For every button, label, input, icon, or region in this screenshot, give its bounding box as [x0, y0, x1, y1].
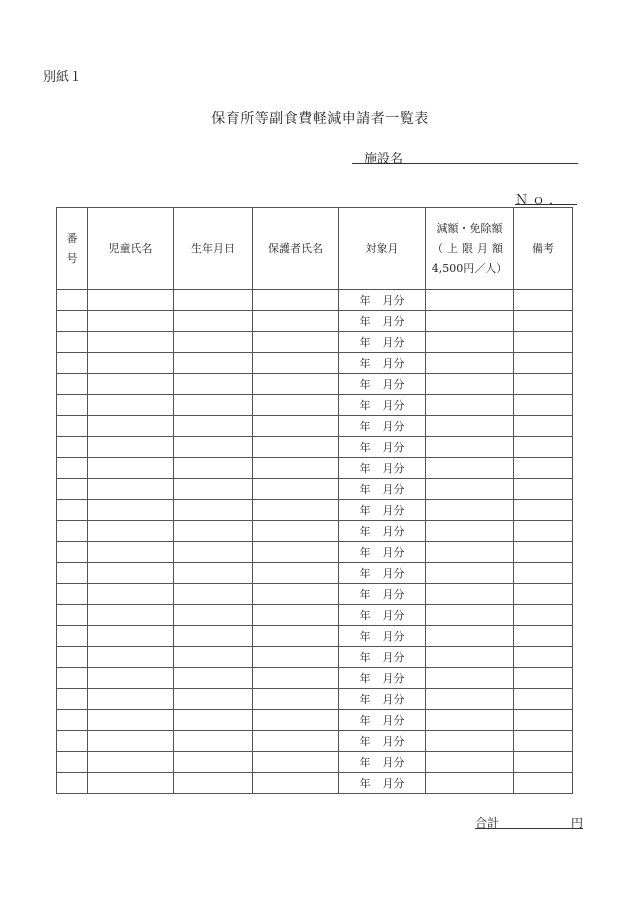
cell-number[interactable]: [57, 500, 88, 521]
cell-child-name[interactable]: [88, 605, 174, 626]
cell-target-month[interactable]: [339, 668, 426, 689]
cell-target-month[interactable]: [339, 374, 426, 395]
table-header-row: [57, 208, 573, 290]
cell-reduction[interactable]: [426, 311, 514, 332]
attachment-label: 別紙１: [43, 70, 83, 85]
month-part-label: 月分: [382, 399, 405, 412]
cell-child-name[interactable]: [88, 647, 174, 668]
month-part-label: 月分: [382, 378, 405, 391]
cell-birth-date[interactable]: [174, 353, 253, 374]
month-year-label: 年: [359, 567, 371, 580]
cell-target-month[interactable]: [339, 626, 426, 647]
cell-birth-date[interactable]: [174, 668, 253, 689]
cell-reduction[interactable]: [426, 731, 514, 752]
table-row: [57, 353, 573, 374]
cell-guardian-name[interactable]: [253, 500, 339, 521]
cell-guardian-name[interactable]: [253, 752, 339, 773]
cell-reduction[interactable]: [426, 290, 514, 311]
cell-target-month[interactable]: [339, 563, 426, 584]
cell-remarks[interactable]: [514, 479, 573, 500]
cell-remarks[interactable]: [514, 689, 573, 710]
total-label: 合計: [475, 816, 500, 830]
cell-birth-date[interactable]: [174, 395, 253, 416]
month-year-label: 年: [359, 546, 371, 559]
cell-number[interactable]: [57, 437, 88, 458]
table-row: [57, 458, 573, 479]
table-body: [57, 290, 573, 794]
cell-reduction[interactable]: [426, 500, 514, 521]
cell-child-name[interactable]: [88, 353, 174, 374]
month-year-label: 年: [359, 441, 371, 454]
cell-remarks[interactable]: [514, 626, 573, 647]
month-year-label: 年: [359, 483, 371, 496]
month-part-label: 月分: [382, 504, 405, 517]
cell-target-month[interactable]: [339, 290, 426, 311]
cell-birth-date[interactable]: [174, 647, 253, 668]
table-row: [57, 437, 573, 458]
cell-number[interactable]: [57, 605, 88, 626]
cell-target-month[interactable]: [339, 500, 426, 521]
table-row: [57, 416, 573, 437]
cell-number[interactable]: [57, 290, 88, 311]
facility-name-label: 施設名: [364, 152, 404, 167]
month-year-label: 年: [359, 735, 371, 748]
col-target-month-header: 対象月: [339, 208, 426, 290]
cell-remarks[interactable]: [514, 374, 573, 395]
cell-guardian-name[interactable]: [253, 311, 339, 332]
cell-guardian-name[interactable]: [253, 773, 339, 794]
cell-remarks[interactable]: [514, 395, 573, 416]
cell-birth-date[interactable]: [174, 374, 253, 395]
cell-number[interactable]: [57, 689, 88, 710]
cell-number[interactable]: [57, 731, 88, 752]
cell-number[interactable]: [57, 416, 88, 437]
table-row: [57, 521, 573, 542]
facility-name-field[interactable]: [352, 148, 578, 167]
cell-guardian-name[interactable]: [253, 290, 339, 311]
applicant-table: [56, 207, 573, 794]
col-remarks-header: 備考: [514, 208, 573, 290]
cell-reduction[interactable]: [426, 689, 514, 710]
cell-number[interactable]: [57, 584, 88, 605]
month-part-label: 月分: [382, 651, 405, 664]
cell-remarks[interactable]: [514, 542, 573, 563]
table-row: [57, 668, 573, 689]
cell-reduction[interactable]: [426, 374, 514, 395]
cell-target-month[interactable]: [339, 353, 426, 374]
table-row: [57, 584, 573, 605]
cell-target-month[interactable]: [339, 710, 426, 731]
cell-remarks[interactable]: [514, 521, 573, 542]
cell-remarks[interactable]: [514, 416, 573, 437]
table-row: [57, 731, 573, 752]
cell-child-name[interactable]: [88, 626, 174, 647]
cell-birth-date[interactable]: [174, 584, 253, 605]
cell-birth-date[interactable]: [174, 563, 253, 584]
table-row: [57, 647, 573, 668]
cell-birth-date[interactable]: [174, 437, 253, 458]
cell-target-month[interactable]: [339, 395, 426, 416]
col-number-header: [57, 208, 88, 290]
cell-child-name[interactable]: [88, 584, 174, 605]
cell-guardian-name[interactable]: [253, 668, 339, 689]
month-part-label: 月分: [382, 588, 405, 601]
col-guardian-name-header: 保護者氏名: [253, 208, 339, 290]
cell-child-name[interactable]: [88, 458, 174, 479]
table-row: [57, 479, 573, 500]
table-row: [57, 752, 573, 773]
table-row: [57, 773, 573, 794]
cell-number[interactable]: [57, 710, 88, 731]
cell-reduction[interactable]: [426, 353, 514, 374]
month-year-label: 年: [359, 357, 371, 370]
cell-birth-date[interactable]: [174, 290, 253, 311]
cell-target-month[interactable]: [339, 332, 426, 353]
cell-reduction[interactable]: [426, 752, 514, 773]
cell-reduction[interactable]: [426, 437, 514, 458]
cell-remarks[interactable]: [514, 311, 573, 332]
month-year-label: 年: [359, 693, 371, 706]
number-field[interactable]: [515, 189, 577, 208]
month-part-label: 月分: [382, 693, 405, 706]
month-year-label: 年: [359, 504, 371, 517]
cell-guardian-name[interactable]: [253, 710, 339, 731]
cell-guardian-name[interactable]: [253, 374, 339, 395]
total-field: [475, 814, 583, 829]
cell-remarks[interactable]: [514, 353, 573, 374]
month-year-label: 年: [359, 294, 371, 307]
cell-child-name[interactable]: [88, 710, 174, 731]
yen-label: 円: [570, 816, 583, 830]
cell-birth-date[interactable]: [174, 311, 253, 332]
cell-remarks[interactable]: [514, 752, 573, 773]
cell-child-name[interactable]: [88, 290, 174, 311]
cell-number[interactable]: [57, 647, 88, 668]
cell-child-name[interactable]: [88, 752, 174, 773]
month-year-label: 年: [359, 588, 371, 601]
cell-guardian-name[interactable]: [253, 332, 339, 353]
cell-remarks[interactable]: [514, 500, 573, 521]
month-part-label: 月分: [382, 567, 405, 580]
cell-reduction[interactable]: [426, 458, 514, 479]
table-row: [57, 500, 573, 521]
cell-remarks[interactable]: [514, 437, 573, 458]
cell-child-name[interactable]: [88, 416, 174, 437]
cell-guardian-name[interactable]: [253, 458, 339, 479]
cell-number[interactable]: [57, 374, 88, 395]
reduction-line-2: （上限月額: [432, 241, 507, 255]
cell-guardian-name[interactable]: [253, 395, 339, 416]
month-year-label: 年: [359, 336, 371, 349]
month-part-label: 月分: [382, 357, 405, 370]
cell-remarks[interactable]: [514, 584, 573, 605]
month-part-label: 月分: [382, 483, 405, 496]
cell-birth-date[interactable]: [174, 731, 253, 752]
table-row: [57, 374, 573, 395]
cell-reduction[interactable]: [426, 416, 514, 437]
month-part-label: 月分: [382, 714, 405, 727]
col-birth-date-header: 生年月日: [174, 208, 253, 290]
table-row: [57, 605, 573, 626]
cell-reduction[interactable]: [426, 479, 514, 500]
cell-remarks[interactable]: [514, 773, 573, 794]
cell-guardian-name[interactable]: [253, 542, 339, 563]
cell-number[interactable]: [57, 542, 88, 563]
cell-guardian-name[interactable]: [253, 416, 339, 437]
cell-number[interactable]: [57, 752, 88, 773]
cell-guardian-name[interactable]: [253, 605, 339, 626]
cell-reduction[interactable]: [426, 584, 514, 605]
cell-birth-date[interactable]: [174, 521, 253, 542]
reduction-line-3: 4,500円／人）: [431, 261, 508, 275]
cell-birth-date[interactable]: [174, 416, 253, 437]
cell-guardian-name[interactable]: [253, 689, 339, 710]
number-label: Ｎｏ．: [515, 193, 567, 208]
month-year-label: 年: [359, 462, 371, 475]
cell-guardian-name[interactable]: [253, 479, 339, 500]
cell-target-month[interactable]: [339, 584, 426, 605]
month-part-label: 月分: [382, 735, 405, 748]
month-part-label: 月分: [382, 294, 405, 307]
cell-number[interactable]: [57, 479, 88, 500]
cell-number[interactable]: [57, 353, 88, 374]
month-year-label: 年: [359, 525, 371, 538]
table-row: [57, 290, 573, 311]
table-row: [57, 563, 573, 584]
month-part-label: 月分: [382, 756, 405, 769]
cell-guardian-name[interactable]: [253, 521, 339, 542]
table-row: [57, 689, 573, 710]
cell-number[interactable]: [57, 668, 88, 689]
month-year-label: 年: [359, 630, 371, 643]
cell-remarks[interactable]: [514, 731, 573, 752]
col-number-char-1: 番: [66, 231, 78, 245]
cell-reduction[interactable]: [426, 542, 514, 563]
cell-child-name[interactable]: [88, 563, 174, 584]
cell-birth-date[interactable]: [174, 710, 253, 731]
month-year-label: 年: [359, 315, 371, 328]
month-part-label: 月分: [382, 462, 405, 475]
cell-target-month[interactable]: [339, 521, 426, 542]
cell-remarks[interactable]: [514, 668, 573, 689]
month-year-label: 年: [359, 378, 371, 391]
cell-remarks[interactable]: [514, 647, 573, 668]
cell-reduction[interactable]: [426, 605, 514, 626]
cell-target-month[interactable]: [339, 605, 426, 626]
month-part-label: 月分: [382, 546, 405, 559]
cell-target-month[interactable]: [339, 311, 426, 332]
cell-remarks[interactable]: [514, 710, 573, 731]
cell-target-month[interactable]: [339, 437, 426, 458]
cell-reduction[interactable]: [426, 395, 514, 416]
cell-guardian-name[interactable]: [253, 647, 339, 668]
cell-guardian-name[interactable]: [253, 731, 339, 752]
month-part-label: 月分: [382, 420, 405, 433]
cell-guardian-name[interactable]: [253, 353, 339, 374]
cell-birth-date[interactable]: [174, 689, 253, 710]
reduction-line-1: 減額・免除額: [436, 221, 503, 235]
cell-child-name[interactable]: [88, 773, 174, 794]
table-row: [57, 710, 573, 731]
cell-target-month[interactable]: [339, 416, 426, 437]
month-year-label: 年: [359, 399, 371, 412]
month-part-label: 月分: [382, 672, 405, 685]
cell-remarks[interactable]: [514, 605, 573, 626]
cell-reduction[interactable]: [426, 710, 514, 731]
cell-birth-date[interactable]: [174, 752, 253, 773]
cell-reduction[interactable]: [426, 668, 514, 689]
cell-birth-date[interactable]: [174, 479, 253, 500]
cell-target-month[interactable]: [339, 479, 426, 500]
cell-number[interactable]: [57, 773, 88, 794]
col-child-name-header: 児童氏名: [88, 208, 174, 290]
month-part-label: 月分: [382, 630, 405, 643]
cell-remarks[interactable]: [514, 563, 573, 584]
month-year-label: 年: [359, 672, 371, 685]
cell-guardian-name[interactable]: [253, 626, 339, 647]
month-year-label: 年: [359, 420, 371, 433]
cell-birth-date[interactable]: [174, 332, 253, 353]
cell-child-name[interactable]: [88, 521, 174, 542]
cell-target-month[interactable]: [339, 458, 426, 479]
cell-remarks[interactable]: [514, 290, 573, 311]
table-row: [57, 395, 573, 416]
month-year-label: 年: [359, 777, 371, 790]
cell-target-month[interactable]: [339, 542, 426, 563]
cell-birth-date[interactable]: [174, 605, 253, 626]
cell-number[interactable]: [57, 521, 88, 542]
document-title: 保育所等副食費軽減申請者一覧表: [211, 111, 429, 127]
month-part-label: 月分: [382, 609, 405, 622]
cell-guardian-name[interactable]: [253, 437, 339, 458]
cell-reduction[interactable]: [426, 626, 514, 647]
cell-child-name[interactable]: [88, 332, 174, 353]
month-year-label: 年: [359, 714, 371, 727]
cell-child-name[interactable]: [88, 500, 174, 521]
cell-reduction[interactable]: [426, 521, 514, 542]
cell-target-month[interactable]: [339, 689, 426, 710]
cell-child-name[interactable]: [88, 374, 174, 395]
cell-target-month[interactable]: [339, 773, 426, 794]
cell-child-name[interactable]: [88, 479, 174, 500]
cell-birth-date[interactable]: [174, 626, 253, 647]
month-year-label: 年: [359, 756, 371, 769]
cell-birth-date[interactable]: [174, 542, 253, 563]
cell-child-name[interactable]: [88, 542, 174, 563]
cell-birth-date[interactable]: [174, 500, 253, 521]
table-row: [57, 311, 573, 332]
cell-child-name[interactable]: [88, 689, 174, 710]
month-part-label: 月分: [382, 525, 405, 538]
cell-number[interactable]: [57, 311, 88, 332]
month-part-label: 月分: [382, 777, 405, 790]
cell-reduction[interactable]: [426, 563, 514, 584]
cell-target-month[interactable]: [339, 752, 426, 773]
cell-child-name[interactable]: [88, 395, 174, 416]
table-row: [57, 332, 573, 353]
cell-target-month[interactable]: [339, 731, 426, 752]
cell-child-name[interactable]: [88, 731, 174, 752]
cell-reduction[interactable]: [426, 773, 514, 794]
cell-reduction[interactable]: [426, 647, 514, 668]
cell-child-name[interactable]: [88, 437, 174, 458]
cell-child-name[interactable]: [88, 311, 174, 332]
cell-birth-date[interactable]: [174, 773, 253, 794]
cell-child-name[interactable]: [88, 668, 174, 689]
table-row: [57, 542, 573, 563]
cell-remarks[interactable]: [514, 332, 573, 353]
cell-remarks[interactable]: [514, 458, 573, 479]
table-row: [57, 626, 573, 647]
month-part-label: 月分: [382, 336, 405, 349]
cell-guardian-name[interactable]: [253, 563, 339, 584]
cell-number[interactable]: [57, 626, 88, 647]
cell-birth-date[interactable]: [174, 458, 253, 479]
cell-number[interactable]: [57, 563, 88, 584]
cell-reduction[interactable]: [426, 332, 514, 353]
cell-number[interactable]: [57, 395, 88, 416]
cell-number[interactable]: [57, 332, 88, 353]
month-year-label: 年: [359, 651, 371, 664]
month-year-label: 年: [359, 609, 371, 622]
month-part-label: 月分: [382, 315, 405, 328]
cell-number[interactable]: [57, 458, 88, 479]
cell-guardian-name[interactable]: [253, 584, 339, 605]
col-reduction-header: [426, 208, 514, 290]
cell-target-month[interactable]: [339, 647, 426, 668]
month-part-label: 月分: [382, 441, 405, 454]
col-number-char-2: 号: [66, 251, 78, 265]
